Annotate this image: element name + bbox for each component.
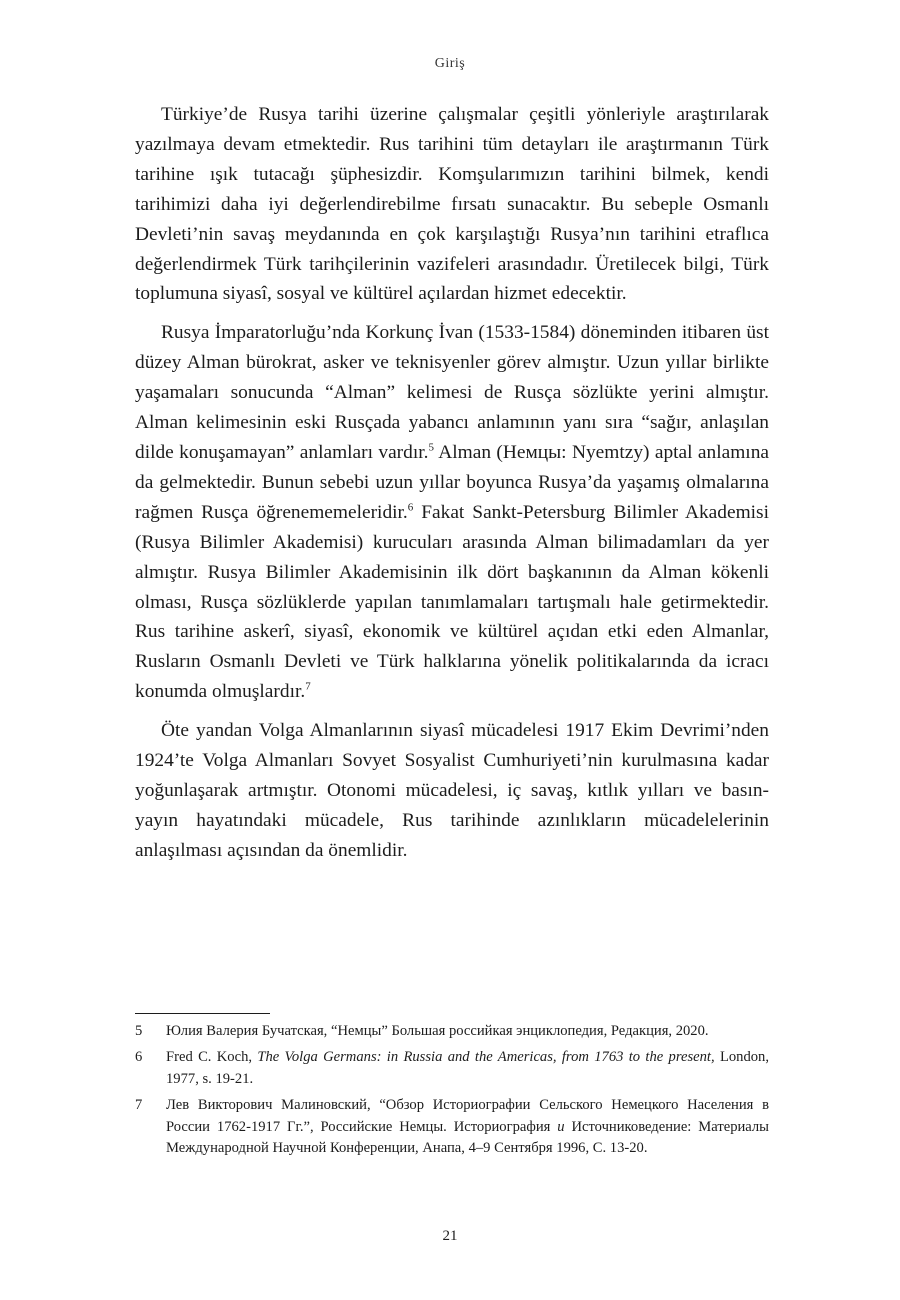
footnote-6 [135, 1047, 769, 1090]
body-text [135, 100, 769, 875]
footnote-7 [135, 1095, 769, 1159]
footnote-italic-conjunction: и [557, 1118, 565, 1135]
footnote-text [166, 1095, 769, 1159]
footnote-ref-7[interactable]: 7 [305, 680, 311, 693]
footnote-number: 7 [135, 1097, 143, 1114]
paragraph-2 [135, 318, 769, 707]
footnote-author: Fred C. Koch, [166, 1049, 258, 1066]
footnote-text: Юлия Валерия Бучатская, “Немцы” Большая российкая энциклопедия, Редакция, 2020. [166, 1023, 709, 1039]
page-number: 21 [442, 1228, 458, 1244]
footnote-citation-part-1: Лев Викторович Малиновский, “Обзор Историографии Сельского Немецкого Населения в России 1762-1917 Гг.”, Российские Немцы. Историография [166, 1097, 769, 1135]
footnote-citation-part-2: Источниковедение: Материалы Международной Научной Конференции, Анапа, 4–9 Сентября 1996, С. 13-20. [166, 1118, 769, 1157]
running-head: Giriş [434, 56, 466, 71]
paragraph-1: Türkiye’de Rusya tarihi üzerine çalışmalar çeşitli yönleriyle araştırılarak yazılmaya devam etmektedir. Rus tarihini tüm detayları ile araştırmanın Türk tarihine ışık tutacağı şüphesizdir. Komşularımızın tarihini bilmek, kendi tarihimizi daha iyi değerlendirebilme fırsatı sunacaktır. Bu sebeple Osmanlı Devleti’nin savaş meydanında en çok karşılaştığı Rusya’nın tarihini etraflıca değerlendirmek Türk tarihçilerinin vazifeleri arasındadır. Üretilecek bilgi, Türk toplumuna siyasî, sosyal ve kültürel açılardan hizmet edecektir. [135, 104, 769, 305]
paragraph-3: Öte yandan Volga Almanlarının siyasî mücadelesi 1917 Ekim Devrimi’nden 1924’te Volga Almanları Sovyet Sosyalist Cumhuriyeti’nin kurulmasına kadar yoğunlaşarak artmıştır. Otonomi mücadelesi, iç savaş, kıtlık yılları ve basın-yayın hayatındaki mücadele, Rus tarihinde azınlıkların mücadelelerinin anlaşılması açısından da önemlidir. [135, 720, 769, 861]
footnotes [135, 1021, 769, 1164]
footnote-separator [135, 1013, 270, 1014]
footnote-book-title: The Volga Germans: in Russia and the Americas, from 1763 to the present, [257, 1049, 715, 1066]
footnote-ref-5[interactable]: 5 [428, 441, 434, 454]
paragraph-2-segment-1: Rusya İmparatorluğu’nda Korkunç İvan (1533-1584) döneminden itibaren üst düzey Alman bürokrat, asker ve teknisyenler görev almıştır. Uzun yıllar birlikte yaşamaları sonucunda “Alman” kelimesi de Rusça sözlükte yerini almıştır. Alman kelimesinin eski Rusçada yabancı anlamının yanı sıra “sağır, anlaşılan dilde konuşamayan” anlamları vardır. [135, 322, 769, 463]
footnote-number: 5 [135, 1023, 143, 1039]
paragraph-2-segment-2: Alman (Немцы: Nyemtzy) aptal anlamına da gelmektedir. Bunun sebebi uzun yıllar boyunca Rusya’da yaşamış olmalarına rağmen Rusça öğrenememeleridir. [135, 441, 769, 523]
paragraph-2-segment-3: Fakat Sankt-Petersburg Bilimler Akademisi (Rusya Bilimler Akademisi) kurucuları arasında Alman bilimadamları da yer almıştır. Rusya Bilimler Akademisinin ilk dört başkanının da Alman kökenli olması, Rusça sözlüklerde yapılan tanımlamaları tartışmalı hale getirmektedir. Rus tarihine askerî, siyasî, ekonomik ve kültürel açıdan etki eden Almanlar, Rusların Osmanlı Devleti ve Türk halklarına yönelik politikalarında da icracı konumda olmuşlardır. [135, 501, 769, 703]
footnote-number: 6 [135, 1049, 143, 1066]
footnote-publication: London, 1977, s. 19-21. [166, 1049, 769, 1087]
footnote-text [166, 1047, 769, 1090]
footnote-5 [135, 1021, 769, 1042]
footnote-ref-6[interactable]: 6 [407, 501, 414, 514]
